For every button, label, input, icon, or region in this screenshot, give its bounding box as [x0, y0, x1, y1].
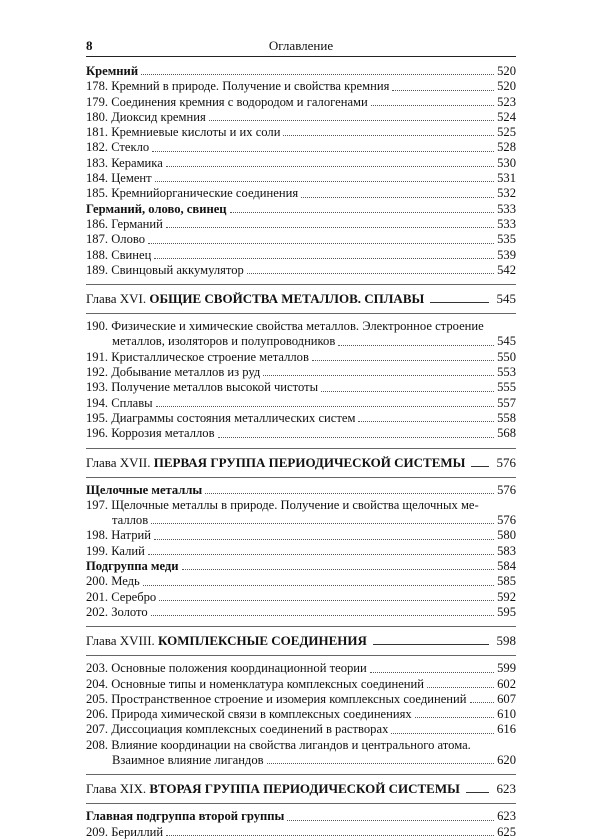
entry-title: 180. Диоксид кремния	[86, 109, 206, 124]
entry-title: 192. Добывание металлов из руд	[86, 365, 261, 380]
section-divider	[86, 448, 516, 449]
section-divider	[86, 477, 516, 478]
dot-leader	[283, 135, 494, 136]
entry-title: Кремний	[86, 64, 139, 78]
entry-title: 201. Серебро	[86, 589, 157, 604]
entry-title: 184. Цемент	[86, 171, 152, 186]
toc-entry[interactable]	[86, 79, 516, 94]
section-divider	[86, 774, 516, 775]
entry-page-number: 533	[497, 216, 516, 231]
dot-leader	[151, 615, 494, 616]
dot-leader	[415, 717, 494, 718]
entry-page-number: 580	[497, 528, 516, 543]
dot-leader	[338, 345, 494, 346]
section-divider	[86, 626, 516, 627]
dot-leader	[287, 820, 494, 821]
table-of-contents	[86, 64, 516, 840]
toc-entry[interactable]	[86, 217, 516, 232]
entry-page-number: 555	[497, 380, 516, 395]
entry-page-number: 520	[497, 79, 516, 94]
chapter-heading[interactable]	[86, 454, 516, 471]
entry-page-number: 557	[497, 395, 516, 410]
dot-leader	[427, 687, 494, 688]
dot-leader	[263, 375, 494, 376]
section-divider	[86, 313, 516, 314]
entry-title: Взаимное влияние лигандов	[112, 752, 264, 767]
toc-entry[interactable]	[86, 350, 516, 365]
toc-entry[interactable]	[86, 825, 516, 840]
entry-page-number: 542	[497, 262, 516, 277]
entry-title: 181. Кремниевые кислоты и их соли	[86, 125, 281, 140]
dot-leader	[470, 702, 495, 703]
toc-entry[interactable]	[86, 692, 516, 707]
entry-page-number: 535	[497, 232, 516, 247]
entry-title: 193. Получение металлов высокой чистоты	[86, 380, 319, 395]
entry-title: 182. Стекло	[86, 140, 150, 155]
toc-entry[interactable]	[86, 544, 516, 559]
entry-title: 205. Пространственное строение и изомерия комплексных соединений	[86, 691, 467, 706]
dot-leader	[230, 212, 495, 213]
dot-leader	[151, 523, 494, 524]
entry-page-number: 598	[496, 633, 516, 649]
dot-leader	[466, 792, 489, 793]
chapter-label	[86, 290, 424, 307]
dot-leader	[301, 197, 494, 198]
chapter-heading[interactable]	[86, 290, 516, 307]
dot-leader	[247, 273, 494, 274]
entry-page-number: 576	[497, 482, 516, 497]
dot-leader	[370, 672, 494, 673]
chapter-number: Глава XVI.	[86, 291, 147, 307]
dot-leader	[205, 493, 494, 494]
dot-leader	[267, 763, 495, 764]
toc-entry[interactable]	[86, 110, 516, 125]
entry-page-number: 576	[497, 513, 516, 528]
entry-page-number: 545	[496, 291, 516, 307]
entry-page-number: 623	[496, 781, 516, 797]
entry-page-number: 576	[496, 454, 516, 470]
dot-leader	[358, 421, 494, 422]
toc-entry[interactable]	[86, 186, 516, 201]
chapter-heading[interactable]	[86, 780, 516, 797]
entry-page-number: 532	[497, 186, 516, 201]
dot-leader	[321, 391, 494, 392]
dot-leader	[392, 90, 494, 91]
entry-page-number: 531	[497, 171, 516, 186]
entry-page-number: 558	[497, 410, 516, 425]
dot-leader	[166, 227, 494, 228]
dot-leader	[148, 554, 494, 555]
toc-entry[interactable]	[86, 661, 516, 676]
entry-title: 183. Керамика	[86, 155, 163, 170]
toc-entry[interactable]	[86, 753, 516, 768]
entry-page-number: 528	[497, 140, 516, 155]
entry-page-number: 616	[497, 722, 516, 737]
entry-page-number: 525	[497, 125, 516, 140]
dot-leader	[148, 243, 494, 244]
entry-page-number: 599	[497, 661, 516, 676]
dot-leader	[373, 644, 489, 645]
entry-title: 189. Свинцовый аккумулятор	[86, 262, 244, 277]
dot-leader	[312, 360, 494, 361]
entry-page-number: 530	[497, 155, 516, 170]
dot-leader	[152, 151, 494, 152]
entry-page-number: 553	[497, 365, 516, 380]
page-number: 8	[86, 38, 93, 53]
toc-entry[interactable]	[86, 248, 516, 263]
entry-title: 185. Кремнийорганические соединения	[86, 186, 299, 201]
entry-title: Подгруппа меди	[86, 559, 179, 574]
entry-title: 186. Германий	[86, 216, 163, 231]
toc-entry[interactable]	[86, 677, 516, 692]
entry-page-number: 520	[497, 64, 516, 78]
entry-title: 202. Золото	[86, 604, 148, 619]
toc-entry[interactable]	[86, 513, 516, 528]
section-heading[interactable]	[86, 64, 516, 79]
entry-page-number: 584	[497, 559, 516, 574]
dot-leader	[209, 120, 494, 121]
toc-entry[interactable]	[86, 396, 516, 411]
chapter-heading[interactable]	[86, 632, 516, 649]
entry-title: 196. Коррозия металлов	[86, 426, 215, 441]
entry-title: Щелочные металлы	[86, 482, 203, 497]
toc-entry-first-line[interactable]: 208. Влияние координации на свойства лигандов и центрального атома.	[86, 737, 471, 752]
entry-title: 198. Натрий	[86, 528, 151, 543]
dot-leader	[371, 105, 494, 106]
entry-title: 191. Кристаллическое строение металлов	[86, 349, 309, 364]
entry-page-number: 583	[497, 543, 516, 558]
toc-entry[interactable]	[86, 263, 516, 278]
toc-entry[interactable]	[86, 95, 516, 110]
entry-title: 206. Природа химической связи в комплексных соединениях	[86, 707, 412, 722]
toc-entry[interactable]	[86, 380, 516, 395]
toc-entry[interactable]	[86, 125, 516, 140]
entry-title: таллов	[112, 513, 149, 528]
entry-page-number: 539	[497, 247, 516, 262]
entry-page-number: 592	[497, 589, 516, 604]
dot-leader	[391, 733, 494, 734]
chapter-title: ОБЩИЕ СВОЙСТВА МЕТАЛЛОВ. СПЛАВЫ	[149, 291, 425, 307]
dot-leader	[141, 74, 494, 75]
section-heading[interactable]	[86, 202, 516, 217]
toc-entry[interactable]	[86, 140, 516, 155]
chapter-title: ПЕРВАЯ ГРУППА ПЕРИОДИЧЕСКОЙ СИСТЕМЫ	[153, 454, 466, 470]
entry-title: 204. Основные типы и номенклатура комплексных соединений	[86, 676, 425, 691]
dot-leader	[218, 437, 495, 438]
section-divider	[86, 655, 516, 656]
entry-title: Главная подгруппа второй группы	[86, 809, 285, 824]
toc-entry[interactable]	[86, 590, 516, 605]
page-title: Оглавление	[268, 38, 334, 53]
dot-leader	[471, 466, 488, 467]
toc-entry[interactable]	[86, 426, 516, 441]
entry-page-number: 568	[497, 426, 516, 441]
toc-entry[interactable]	[86, 365, 516, 380]
chapter-label	[86, 780, 460, 797]
dot-leader	[155, 181, 494, 182]
dot-leader	[166, 166, 494, 167]
toc-page	[86, 36, 516, 840]
entry-title: 200. Медь	[86, 574, 140, 589]
dot-leader	[154, 539, 494, 540]
entry-page-number: 585	[497, 574, 516, 589]
entry-title: 194. Сплавы	[86, 395, 153, 410]
section-heading[interactable]	[86, 483, 516, 498]
entry-page-number: 607	[497, 691, 516, 706]
entry-page-number: 545	[497, 334, 516, 349]
toc-entry[interactable]	[86, 707, 516, 722]
toc-entry[interactable]	[86, 334, 516, 349]
section-heading[interactable]	[86, 809, 516, 824]
toc-entry[interactable]	[86, 156, 516, 171]
dot-leader	[182, 569, 495, 570]
dot-leader	[143, 585, 494, 586]
entry-page-number: 524	[497, 109, 516, 124]
chapter-number: Глава XVII.	[86, 454, 151, 470]
entry-title: металлов, изоляторов и полупроводников	[112, 334, 336, 349]
dot-leader	[156, 406, 495, 407]
entry-page-number: 523	[497, 94, 516, 109]
toc-entry[interactable]	[86, 722, 516, 737]
entry-page-number: 620	[497, 752, 516, 767]
section-divider	[86, 284, 516, 285]
chapter-title: ВТОРАЯ ГРУППА ПЕРИОДИЧЕСКОЙ СИСТЕМЫ	[149, 781, 460, 797]
dot-leader	[159, 600, 494, 601]
entry-title: 207. Диссоциация комплексных соединений в растворах	[86, 722, 389, 737]
section-heading[interactable]	[86, 559, 516, 574]
toc-entry[interactable]	[86, 171, 516, 186]
entry-page-number: 610	[497, 707, 516, 722]
dot-leader	[430, 302, 488, 303]
page-header	[86, 36, 516, 56]
toc-entry-first-line[interactable]: 197. Щелочные металлы в природе. Получение и свойства щелочных ме-	[86, 497, 479, 512]
toc-entry[interactable]	[86, 605, 516, 620]
toc-entry[interactable]	[86, 574, 516, 589]
entry-title: 179. Соединения кремния с водородом и галогенами	[86, 94, 368, 109]
header-rule	[86, 56, 516, 57]
entry-title: 178. Кремний в природе. Получение и свойства кремния	[86, 79, 390, 94]
toc-entry[interactable]	[86, 411, 516, 426]
entry-title: Германий, олово, свинец	[86, 201, 227, 216]
chapter-number: Глава XVIII.	[86, 633, 155, 649]
entry-title: 187. Олово	[86, 232, 146, 247]
dot-leader	[166, 835, 494, 836]
entry-page-number: 595	[497, 604, 516, 619]
chapter-label	[86, 454, 465, 471]
toc-entry-first-line[interactable]: 190. Физические и химические свойства металлов. Электронное строение	[86, 319, 484, 334]
entry-title: 203. Основные положения координационной теории	[86, 661, 367, 676]
entry-title: 209. Бериллий	[86, 824, 164, 839]
toc-entry[interactable]	[86, 528, 516, 543]
entry-page-number: 550	[497, 349, 516, 364]
chapter-label	[86, 632, 367, 649]
entry-page-number: 625	[497, 824, 516, 839]
section-divider	[86, 803, 516, 804]
entry-page-number: 623	[497, 809, 516, 824]
chapter-title: КОМПЛЕКСНЫЕ СОЕДИНЕНИЯ	[158, 633, 367, 649]
entry-page-number: 602	[497, 676, 516, 691]
dot-leader	[154, 258, 494, 259]
entry-page-number: 533	[497, 201, 516, 216]
chapter-number: Глава XIX.	[86, 781, 147, 797]
toc-entry[interactable]	[86, 232, 516, 247]
entry-title: 199. Калий	[86, 543, 145, 558]
entry-title: 195. Диаграммы состояния металлических систем	[86, 410, 356, 425]
entry-title: 188. Свинец	[86, 247, 152, 262]
